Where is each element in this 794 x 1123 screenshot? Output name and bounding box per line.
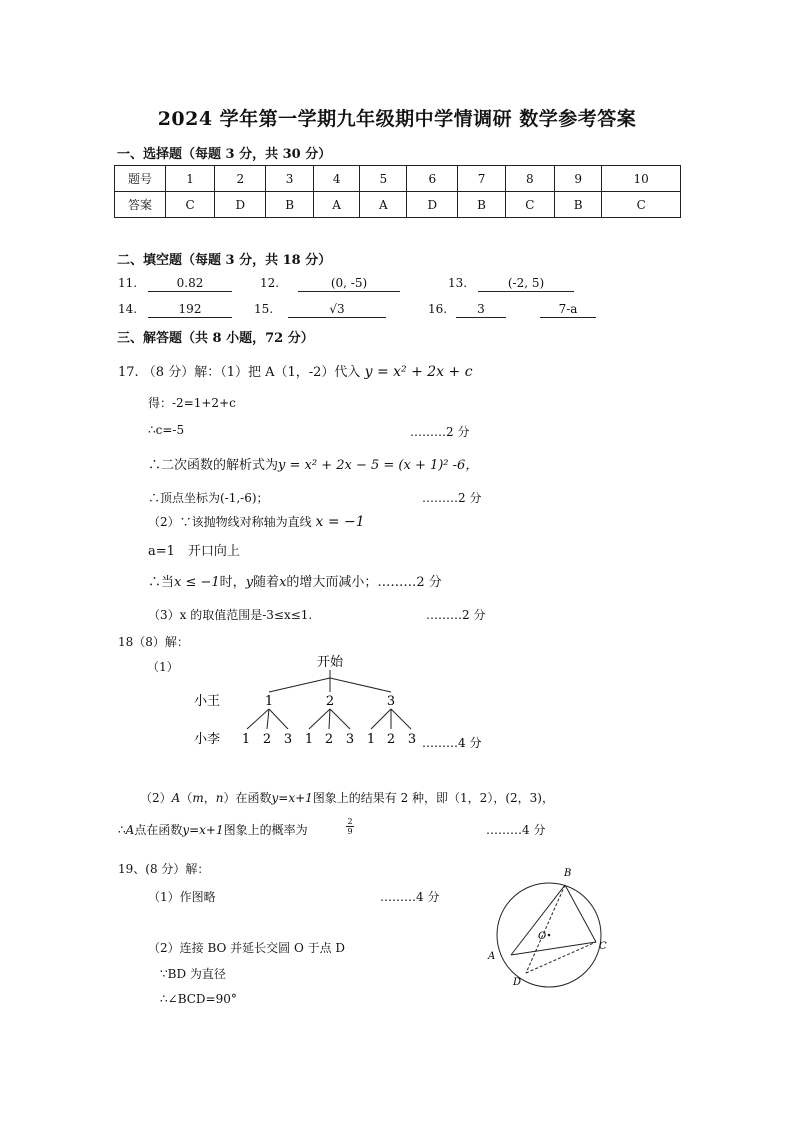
tree-branch — [269, 678, 330, 692]
tree-branch — [269, 709, 288, 729]
label-o: O — [538, 931, 547, 942]
segment-bd-dashed — [526, 885, 565, 973]
q17-line-2: ∴c=-5 — [148, 423, 185, 437]
label-a: A — [488, 951, 496, 962]
q19-line-2: （2）连接 BO 并延长交圆 O 于点 D — [148, 941, 346, 955]
q17-expression: y = x² + 2x − 5 = (x + 1)² -6， — [278, 458, 479, 473]
fill-answer: 0.82 — [148, 276, 232, 292]
fill-item-number: 11. — [118, 276, 138, 290]
q19-line-4: ∴∠BCD=90° — [160, 992, 237, 1006]
q18-p3-a: ∴ — [118, 823, 126, 837]
table-cell: 7 — [458, 166, 505, 192]
tree-label-xiaoli: 小李 — [194, 732, 221, 747]
segment-dc-dashed — [526, 942, 596, 973]
tree-branch — [247, 709, 269, 729]
table-cell: 5 — [360, 166, 407, 192]
table-cell: 4 — [313, 166, 360, 192]
q17-line-8: （3）x 的取值范围是-3≤x≤1. — [148, 608, 313, 622]
table-cell: C — [166, 192, 215, 218]
q18-p3-function: y=x+1 — [182, 823, 224, 837]
table-cell: C — [505, 192, 554, 218]
tree-branch — [391, 709, 411, 729]
section-3-heading: 三、解答题（共 8 小题，72 分） — [117, 331, 314, 346]
table-cell: 9 — [554, 166, 601, 192]
table-row-label: 答案 — [115, 192, 166, 218]
tree-label-xiaowang: 小王 — [194, 694, 221, 709]
q18-part-2 — [140, 789, 554, 806]
fill-answer: (-2, 5) — [478, 276, 574, 292]
tree-node-level2: 2 — [386, 732, 396, 747]
tree-node-level1: 3 — [386, 694, 396, 709]
tree-node-level2: 3 — [345, 732, 355, 747]
center-point — [548, 934, 551, 937]
table-row-numbers — [115, 166, 681, 192]
q18-p2-e: 图象上的结果有 2 种，即（1，2），(2，3)， — [312, 791, 554, 805]
q17-l7-a: ∴当 — [148, 575, 175, 590]
table-cell: 6 — [407, 166, 458, 192]
page-title: 2024 学年第一学期九年级期中学情调研 数学参考答案 — [157, 108, 637, 130]
label-d: D — [513, 977, 522, 988]
label-c: C — [599, 941, 607, 952]
fill-item-number: 15. — [254, 302, 274, 316]
fill-item-number: 13. — [448, 276, 468, 290]
table-cell: C — [602, 192, 681, 218]
q17-line-6: a=1 开口向上 — [148, 544, 240, 559]
q18-part-1: （1） — [147, 660, 179, 674]
q17-l7-d: 的增大而减小；………2 分 — [286, 575, 442, 590]
q17-line-5-text: （2）∵该抛物线对称轴为直线 — [148, 515, 312, 529]
q18-part-3 — [118, 821, 308, 838]
tree-node-level1: 1 — [264, 694, 274, 709]
q17-l7-formula: x ≤ −1 — [174, 575, 220, 590]
q17-line-3 — [148, 454, 478, 473]
answer-table — [114, 165, 681, 218]
q18-score: ………4 分 — [486, 823, 546, 837]
q18-p3-b: 点在函数 — [134, 823, 183, 837]
q17-l7-c: 随着 — [253, 575, 280, 590]
table-row-answers — [115, 192, 681, 218]
tree-branch — [330, 709, 350, 729]
q19-line-1: （1）作图略 — [148, 890, 216, 904]
q17-score-2: ………2 分 — [422, 491, 482, 505]
table-cell: 1 — [166, 166, 215, 192]
table-cell: 8 — [505, 166, 554, 192]
table-cell: B — [554, 192, 601, 218]
q17-intro-text: 17. （8 分）解：（1）把 A（1，-2）代入 — [118, 365, 361, 380]
table-cell: D — [407, 192, 458, 218]
q17-axis-formula: x = −1 — [315, 514, 365, 530]
q18-p3-c: 图象上的概率为 — [223, 823, 308, 837]
q17-line-3-text: ∴二次函数的解析式为 — [148, 458, 279, 473]
tree-node-level2: 1 — [241, 732, 251, 747]
fill-item-number: 16. — [428, 302, 448, 316]
tree-branch — [309, 709, 330, 729]
fill-answer-second: 7-a — [540, 302, 596, 318]
q17-l7-y: y — [245, 575, 254, 590]
fill-item-number: 14. — [118, 302, 138, 316]
table-cell: 3 — [266, 166, 313, 192]
fraction-denominator: 9 — [347, 827, 353, 836]
tree-node-level2: 2 — [262, 732, 272, 747]
table-cell: D — [215, 192, 266, 218]
tree-node-level2: 1 — [366, 732, 376, 747]
segment-ab — [511, 885, 565, 955]
q18-p2-n: n — [215, 791, 224, 805]
tree-branch — [329, 709, 330, 729]
q18-p2-c: ， — [203, 791, 216, 805]
tree-node-level1: 2 — [325, 694, 335, 709]
q18-p2-d: ）在函数 — [223, 791, 272, 805]
q18-intro: 18（8）解： — [118, 635, 189, 649]
table-cell: B — [266, 192, 313, 218]
fill-answer: (0, -5) — [298, 276, 400, 292]
section-1-heading: 一、选择题（每题 3 分，共 30 分） — [117, 147, 332, 162]
fill-answer: 192 — [148, 302, 232, 318]
q18-p2-m: m — [192, 791, 204, 805]
circle-figure — [480, 858, 620, 993]
table-cell: A — [313, 192, 360, 218]
segment-ac — [511, 942, 596, 955]
section-2-heading: 二、填空题（每题 3 分，共 18 分） — [117, 253, 332, 268]
q19-intro: 19、(8 分）解： — [118, 862, 210, 876]
q17-line-4: ∴顶点坐标为(-1,-6)； — [148, 491, 269, 505]
fill-answer: 3 — [456, 302, 506, 318]
fraction-numerator: 2 — [347, 817, 353, 826]
fill-answer: √3 — [288, 302, 386, 318]
tree-node-level2: 3 — [407, 732, 417, 747]
q18-p2-point: A — [171, 791, 181, 805]
tree-root-label: 开始 — [316, 655, 344, 670]
table-row-label: 题号 — [115, 166, 166, 192]
tree-score: ………4 分 — [422, 736, 482, 750]
tree-branch — [371, 709, 391, 729]
tree-branch — [330, 678, 391, 692]
q18-p2-function: y=x+1 — [271, 791, 313, 805]
q18-probability-fraction — [346, 817, 354, 836]
tree-node-level2: 3 — [283, 732, 293, 747]
q17-l7-x: x — [279, 575, 287, 590]
q17-intro — [118, 361, 473, 380]
q19-line-3: ∵BD 为直径 — [160, 967, 226, 981]
q17-line-1: 得：-2=1+2+c — [148, 396, 236, 410]
q18-p2-b: （ — [180, 791, 193, 805]
q17-function-formula: y = x² + 2x + c — [364, 364, 473, 380]
tree-diagram — [180, 650, 520, 755]
q17-score-1: ………2 分 — [410, 425, 470, 439]
q17-l7-b: 时， — [219, 575, 246, 590]
q18-p3-point: A — [125, 823, 135, 837]
q19-score: ………4 分 — [380, 890, 440, 904]
tree-node-level2: 1 — [304, 732, 314, 747]
tree-node-level2: 2 — [324, 732, 334, 747]
q18-p2-a: （2） — [140, 791, 172, 805]
tree-branch — [267, 709, 269, 729]
table-cell: A — [360, 192, 407, 218]
table-cell: 10 — [602, 166, 681, 192]
table-cell: 2 — [215, 166, 266, 192]
q17-line-7 — [148, 571, 442, 590]
table-cell: B — [458, 192, 505, 218]
fill-item-number: 12. — [260, 276, 280, 290]
label-b: B — [564, 868, 572, 879]
q17-score-3: ………2 分 — [426, 608, 486, 622]
q17-line-5 — [148, 513, 365, 530]
